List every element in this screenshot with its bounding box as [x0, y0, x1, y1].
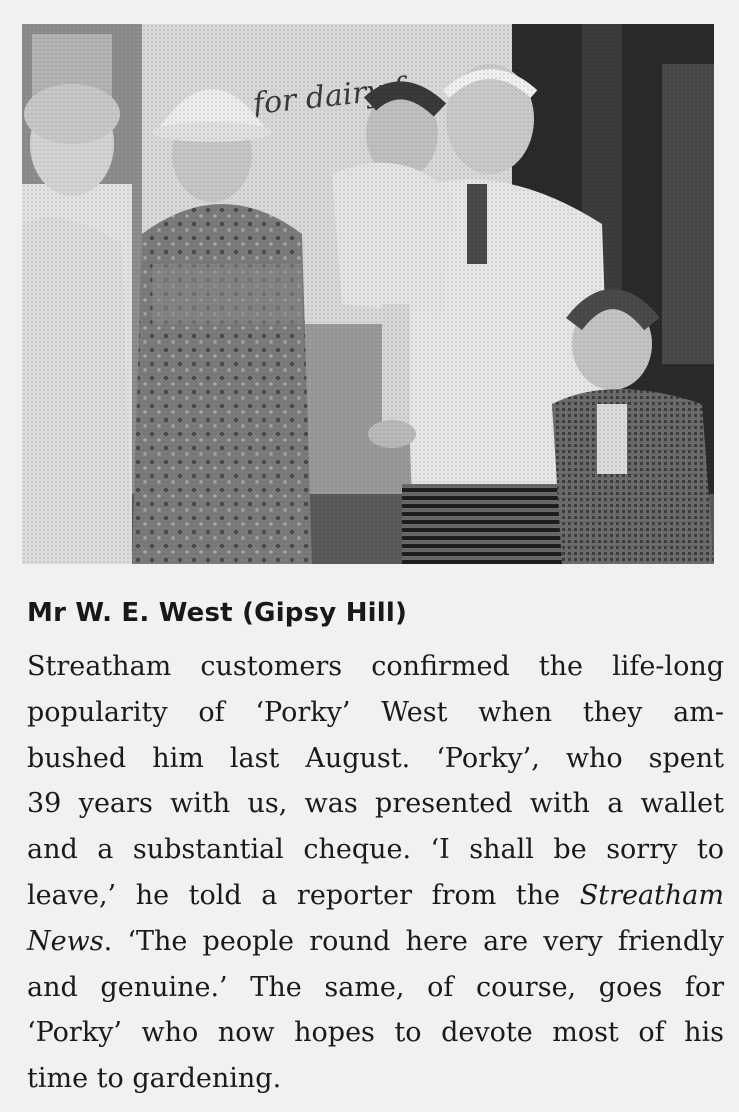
body-line — [27, 919, 724, 965]
article-body — [27, 644, 724, 1102]
body-line: Streatham customers confirmed the life-long — [27, 651, 724, 682]
body-line: 39 years with us, was presented with a wallet — [27, 788, 724, 820]
body-line: and a substantial cheque. ‘I shall be sorry to — [27, 834, 724, 866]
body-line: and genuine.’ The same, of course, goes for — [27, 971, 724, 1003]
body-line: bushed him last August. ‘Porky’, who spent — [27, 742, 724, 774]
caption-title: Mr W. E. West (Gipsy Hill) — [27, 598, 408, 628]
newspaper-title-part-2: News — [27, 925, 104, 957]
body-line — [27, 873, 724, 919]
body-line: ‘Porky’ who now hopes to devote most of his — [27, 1017, 724, 1049]
body-text-span: leave,’ he told a reporter from the — [27, 879, 580, 911]
newspaper-title-part-1: Streatham — [579, 879, 724, 911]
group-photo — [22, 24, 714, 564]
body-line: popularity of ‘Porky’ West when they am- — [27, 696, 724, 728]
body-text-span: . ‘The people round here are very friendly — [103, 925, 724, 957]
body-line-last: time to gardening. — [27, 1063, 282, 1095]
